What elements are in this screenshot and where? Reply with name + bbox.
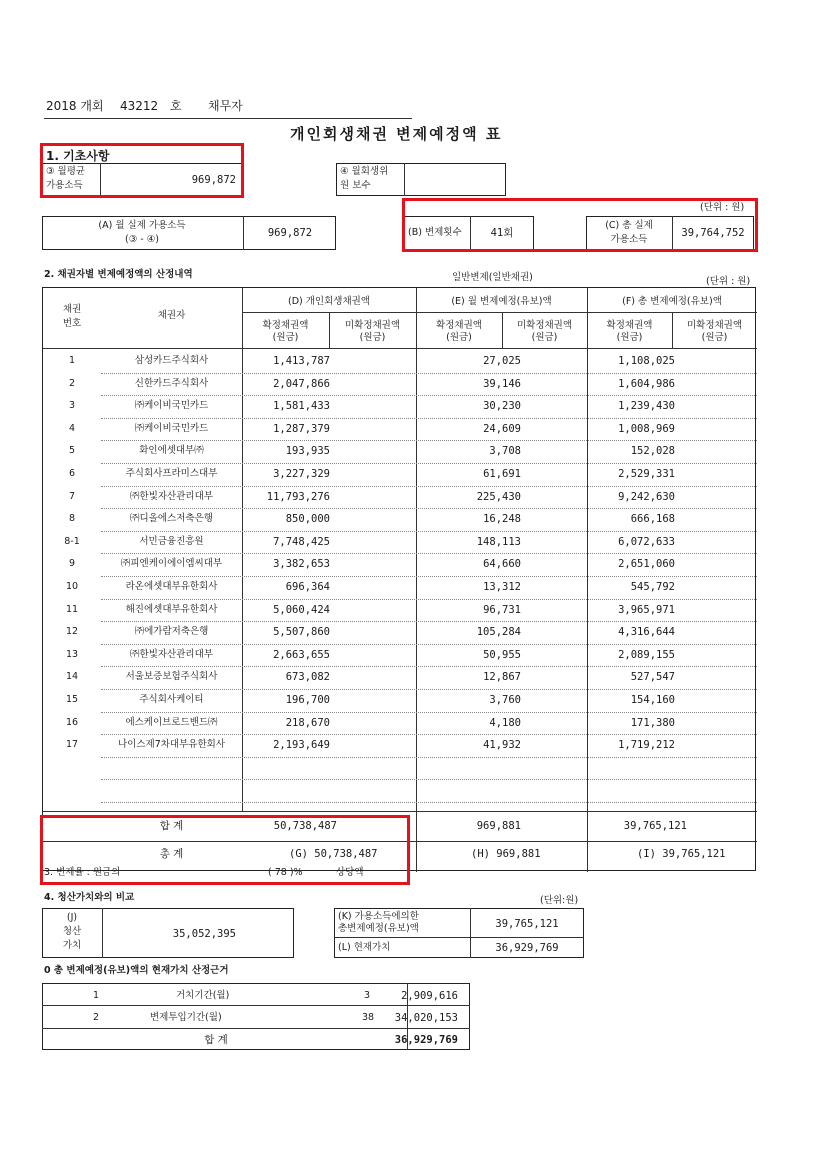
creditor-table (42, 287, 756, 871)
sum-e: 969,881 (476, 820, 521, 832)
row-confirmed-claim: 11,793,276 (266, 490, 330, 503)
row-confirmed-claim: 193,935 (285, 445, 330, 458)
row-total-repayment: 2,089,155 (618, 648, 675, 661)
sub-f-confirmed-2: (원금) (616, 332, 643, 343)
row-total-repayment: 666,168 (630, 513, 675, 526)
col-creditor-label: 채권자 (157, 310, 186, 321)
row-total-repayment: 1,239,430 (618, 400, 675, 413)
row-total-repayment: 1,008,969 (618, 422, 675, 435)
row-divider (101, 463, 757, 464)
sub-f-unconfirmed-2: (원금) (701, 332, 728, 343)
monthly-income-value: 969,872 (191, 174, 236, 186)
row-confirmed-claim: 1,413,787 (273, 355, 330, 367)
section2-unit: (단위 : 원) (706, 276, 751, 287)
row-total-repayment: 527,547 (630, 671, 675, 684)
row-monthly-repayment: 50,955 (483, 648, 521, 661)
sub-d-confirmed-2: (원금) (272, 332, 299, 343)
row-creditor: ㈜에가람저축은행 (134, 626, 209, 638)
label-c: (C) 총 실제 (605, 220, 653, 231)
row-creditor: ㈜피엔케이에이엠씨대부 (120, 558, 223, 570)
pv-row-2-months: 38 (362, 1012, 375, 1023)
row-monthly-repayment: 105,284 (476, 626, 521, 639)
page-title: 개인회생채권 변제예정액 표 (290, 125, 503, 143)
row-monthly-repayment: 13,312 (483, 581, 521, 593)
monthly-income-label-2: 가용소득 (46, 180, 83, 191)
sub-d-confirmed: 확정채권액 (262, 320, 309, 331)
monthly-income-label: ③ 월평균 (46, 166, 86, 177)
row-creditor: 주식회사프라미스대부 (125, 468, 218, 479)
highlight-basic-info (40, 143, 244, 198)
row-divider (101, 418, 757, 419)
total-h: (H) 969,881 (471, 848, 541, 860)
row-total-repayment: 152,028 (630, 445, 675, 458)
row-divider (101, 553, 757, 554)
row-creditor: 서울보증보험주식회사 (125, 671, 218, 683)
row-divider (101, 395, 757, 396)
total-g: (G) 50,738,487 (289, 848, 378, 860)
pv-sum-value: 36,929,769 (394, 1034, 458, 1046)
row-total-repayment: 4,316,644 (618, 626, 675, 639)
label-b: (B) 변제횟수 (408, 227, 462, 238)
row-confirmed-claim: 2,193,649 (273, 739, 330, 752)
pv-sum-label: 합 계 (204, 1034, 228, 1046)
row-creditor: ㈜케이비국민카드 (134, 422, 209, 434)
row-no: 14 (65, 671, 79, 683)
row-total-repayment: 1,108,025 (618, 355, 675, 367)
sub-e-unconfirmed-2: (원금) (531, 332, 558, 343)
row-confirmed-claim: 2,047,866 (273, 377, 330, 390)
label-j: (J) (66, 912, 78, 923)
row-no: 3 (68, 400, 76, 412)
row-creditor: ㈜한빛자산관리대부 (130, 648, 213, 660)
row-no: 10 (65, 581, 79, 592)
sum-f: 39,765,121 (623, 820, 687, 832)
row-creditor: ㈜디올에스저축은행 (130, 513, 213, 525)
row-total-repayment: 545,792 (630, 581, 675, 593)
row-no: 6 (68, 468, 76, 479)
row-no: 16 (65, 716, 79, 728)
sum-label: 합 계 (159, 820, 184, 832)
row-divider (101, 734, 757, 735)
row-creditor: 서민금융진흥원 (139, 535, 204, 547)
row-creditor: 라온에셋대부유한회사 (125, 581, 218, 592)
row-no: 17 (65, 739, 79, 751)
debtor-label: 채무자 (208, 99, 243, 113)
row-no: 2 (68, 377, 76, 389)
section1-unit: (단위 : 원) (700, 202, 745, 213)
row-creditor: 에스케이브로드밴드㈜ (125, 716, 218, 728)
row-no: 4 (68, 422, 76, 434)
row-monthly-repayment: 225,430 (476, 490, 521, 503)
col-no-label-2: 번호 (62, 318, 82, 329)
highlight-totals (40, 815, 410, 885)
row-monthly-repayment: 41,932 (483, 739, 521, 752)
case-ho: 호 (170, 99, 182, 113)
value-l: 36,929,769 (495, 942, 559, 954)
row-total-repayment: 2,529,331 (618, 468, 675, 480)
row-total-repayment: 1,604,986 (618, 377, 675, 390)
row-divider (101, 802, 757, 803)
label-a-2: (③ - ④) (125, 234, 159, 245)
row-monthly-repayment: 148,113 (476, 535, 521, 548)
row-confirmed-claim: 2,663,655 (273, 648, 330, 661)
row-no: 8 (68, 513, 76, 525)
row-monthly-repayment: 39,146 (483, 377, 521, 390)
value-b: 41회 (490, 227, 514, 239)
living-expense-label-2: 원 보수 (340, 180, 371, 191)
row-monthly-repayment: 16,248 (483, 513, 521, 526)
row-creditor: ㈜한빛자산관리대부 (130, 490, 213, 502)
row-monthly-repayment: 64,660 (483, 558, 521, 571)
row-total-repayment: 171,380 (630, 716, 675, 729)
row-confirmed-claim: 196,700 (285, 694, 330, 706)
repayment-type-note: 일반변제(일반채권) (452, 272, 533, 283)
row-divider (101, 599, 757, 600)
col-f-label: (F) 총 변제예정(유보)액 (622, 296, 722, 307)
row-creditor: 신한카드주식회사 (134, 377, 209, 389)
label-j-3: 가치 (62, 940, 82, 951)
row-divider (101, 531, 757, 532)
value-a: 969,872 (267, 227, 313, 239)
row-monthly-repayment: 61,691 (483, 468, 521, 480)
row-divider (101, 621, 757, 622)
row-no: 5 (68, 445, 76, 457)
label-k-2: 총변제예정(유보)액 (338, 923, 419, 934)
row-monthly-repayment: 24,609 (483, 422, 521, 435)
row-monthly-repayment: 30,230 (483, 400, 521, 413)
label-a: (A) 월 실제 가용소득 (98, 220, 186, 231)
row-creditor: 해진에셋대부유한회사 (125, 603, 218, 615)
col-no-label: 채권 (62, 304, 82, 315)
total-i: (I) 39,765,121 (637, 848, 726, 860)
row-confirmed-claim: 850,000 (285, 513, 330, 526)
sub-d-unconfirmed: 미확정채권액 (344, 320, 401, 331)
row-confirmed-claim: 5,507,860 (273, 626, 330, 639)
row-no: 13 (65, 648, 79, 660)
row-confirmed-claim: 218,670 (285, 716, 330, 729)
row-monthly-repayment: 12,867 (483, 671, 521, 684)
row-no: 1 (68, 355, 76, 366)
row-monthly-repayment: 3,760 (489, 694, 521, 706)
repayment-rate-value: ( 78 )% (268, 867, 303, 878)
sub-d-unconfirmed-2: (원금) (359, 332, 386, 343)
pv-row-1-no: 1 (92, 990, 100, 1001)
repayment-rate-suffix: 상당액 (336, 867, 364, 878)
section1-heading: 1. 기초사항 (46, 149, 110, 163)
row-divider (101, 576, 757, 577)
row-confirmed-claim: 7,748,425 (273, 535, 330, 548)
row-no: 12 (65, 626, 79, 638)
row-no: 8-1 (64, 535, 80, 547)
row-monthly-repayment: 27,025 (483, 355, 521, 367)
pv-row-1-months: 3 (364, 990, 371, 1001)
col-d-label: (D) 개인회생채권액 (288, 296, 370, 307)
row-confirmed-claim: 1,581,433 (273, 400, 330, 413)
row-divider (101, 440, 757, 441)
repayment-rate-label: 3. 변제율 : 원금의 (44, 867, 121, 878)
row-creditor: 주식회사케이티 (139, 694, 204, 705)
row-confirmed-claim: 3,227,329 (273, 468, 330, 480)
row-total-repayment: 6,072,633 (618, 535, 675, 548)
row-divider (101, 689, 757, 690)
sub-f-confirmed: 확정채권액 (606, 320, 653, 331)
row-total-repayment: 3,965,971 (618, 603, 675, 616)
row-no: 15 (65, 694, 79, 705)
case-number: 43212 (120, 99, 159, 113)
row-total-repayment: 9,242,630 (618, 490, 675, 503)
sub-e-confirmed: 확정채권액 (436, 320, 482, 331)
section5-heading: 0 총 변제예정(유보)액의 현재가치 산정근거 (44, 965, 229, 976)
row-monthly-repayment: 4,180 (489, 716, 521, 729)
section2-heading: 2. 채권자별 변제예정액의 산정내역 (44, 269, 193, 280)
row-creditor: 삼성카드주식회사 (134, 355, 209, 366)
row-no: 9 (68, 558, 76, 570)
label-l: (L) 현재가치 (338, 942, 391, 953)
row-monthly-repayment: 3,708 (489, 445, 521, 458)
row-divider (101, 666, 757, 667)
pv-row-1-value: 2,909,616 (401, 990, 458, 1002)
row-total-repayment: 154,160 (630, 694, 675, 706)
sub-f-unconfirmed: 미확정채권액 (686, 320, 743, 331)
value-k: 39,765,121 (495, 918, 559, 930)
row-divider (101, 757, 757, 758)
row-no: 7 (68, 490, 76, 502)
label-c-2: 가용소득 (610, 234, 648, 245)
row-creditor: 나이스제7차대부유한회사 (118, 739, 225, 751)
sub-e-confirmed-2: (원금) (446, 332, 472, 343)
section4-heading: 4. 청산가치와의 비교 (44, 892, 135, 903)
section4-unit: (단위:원) (540, 895, 579, 906)
living-expense-label: ④ 월회생위 (340, 166, 389, 177)
label-j-2: 청산 (62, 926, 82, 937)
label-k: (K) 가용소득에의한 (338, 911, 419, 922)
pv-row-2-label: 변제투입기간(월) (150, 1012, 222, 1023)
row-divider (101, 486, 757, 487)
row-divider (101, 373, 757, 374)
pv-row-2-value: 34,020,153 (394, 1012, 458, 1024)
row-monthly-repayment: 96,731 (483, 603, 521, 616)
sum-d: 50,738,487 (273, 820, 337, 832)
row-confirmed-claim: 1,287,379 (273, 422, 330, 435)
sub-e-unconfirmed: 미확정채권액 (516, 320, 573, 331)
pv-row-1-label: 거치기간(월) (176, 990, 230, 1001)
row-confirmed-claim: 5,060,424 (273, 603, 330, 616)
value-j: 35,052,395 (172, 928, 236, 940)
row-total-repayment: 1,719,212 (618, 739, 675, 752)
total-label: 총 계 (159, 848, 184, 860)
pv-row-2-no: 2 (92, 1012, 100, 1023)
row-divider (101, 712, 757, 713)
row-confirmed-claim: 673,082 (285, 671, 330, 684)
col-e-label: (E) 월 변제예정(유보)액 (451, 296, 552, 307)
row-confirmed-claim: 3,382,653 (273, 558, 330, 571)
row-confirmed-claim: 696,364 (285, 581, 330, 593)
row-creditor: ㈜케이비국민카드 (134, 400, 209, 412)
row-no: 11 (65, 603, 79, 615)
row-creditor: 화인에셋대부㈜ (139, 445, 204, 457)
row-total-repayment: 2,651,060 (618, 558, 675, 571)
row-divider (101, 508, 757, 509)
value-c: 39,764,752 (681, 227, 745, 239)
row-divider (101, 779, 757, 780)
row-divider (101, 644, 757, 645)
case-year: 2018 개회 (46, 99, 104, 113)
highlight-repayment-info (402, 198, 758, 252)
